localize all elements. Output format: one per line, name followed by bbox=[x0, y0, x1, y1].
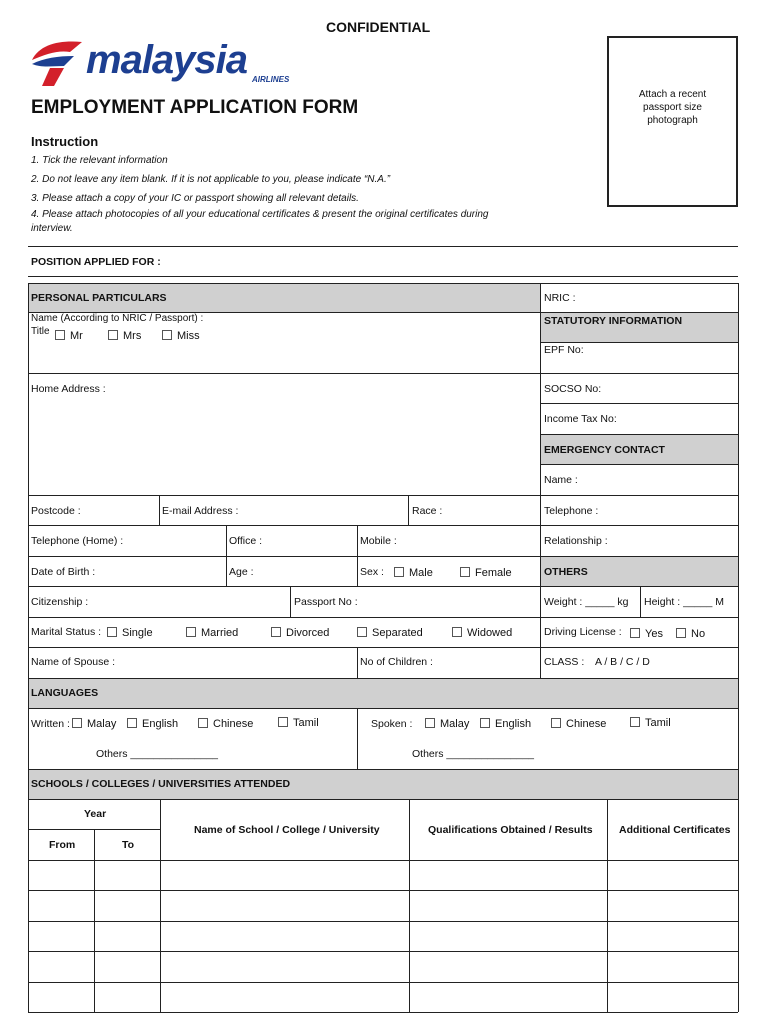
driving-option-no[interactable] bbox=[676, 628, 705, 640]
logo-wordmark: malaysia bbox=[86, 38, 248, 82]
checkbox-married[interactable] bbox=[186, 627, 196, 637]
sex-option-female[interactable] bbox=[460, 567, 512, 579]
title-option-mrs[interactable] bbox=[108, 330, 141, 342]
checkbox-spoken-chinese[interactable] bbox=[551, 718, 561, 728]
instruction-1: 1. Tick the relevant information bbox=[31, 155, 168, 166]
checkbox-miss[interactable] bbox=[162, 330, 172, 340]
postcode-label: Postcode : bbox=[31, 505, 81, 517]
marital-single-label: Single bbox=[122, 627, 153, 639]
marital-married-label: Married bbox=[201, 627, 239, 639]
checkbox-widowed[interactable] bbox=[452, 627, 462, 637]
year-col-header: Year bbox=[84, 808, 107, 820]
driving-option-yes[interactable] bbox=[630, 628, 663, 640]
statutory-info-heading: STATUTORY INFORMATION bbox=[544, 315, 683, 327]
written-option-english[interactable] bbox=[127, 718, 178, 730]
photo-box-label: Attach a recent passport size photograph bbox=[638, 89, 707, 126]
class-values: A / B / C / D bbox=[595, 656, 650, 668]
checkbox-yes[interactable] bbox=[630, 628, 640, 638]
position-applied-label: POSITION APPLIED FOR : bbox=[31, 256, 161, 268]
personal-particulars-heading: PERSONAL PARTICULARS bbox=[31, 292, 167, 304]
class-label: CLASS : bbox=[544, 656, 585, 668]
office-label: Office : bbox=[229, 535, 263, 547]
sex-option-male[interactable] bbox=[394, 567, 433, 579]
checkbox-no[interactable] bbox=[676, 628, 686, 638]
spoken-others[interactable]: Others _______________ bbox=[412, 748, 535, 760]
checkbox-spoken-english[interactable] bbox=[480, 718, 490, 728]
checkbox-spoken-malay[interactable] bbox=[425, 718, 435, 728]
position-applied-field[interactable] bbox=[165, 250, 735, 272]
from-col-header: From bbox=[49, 839, 76, 851]
passport-label: Passport No : bbox=[294, 596, 358, 608]
instruction-4: 4. Please attach photocopies of all your educational certificates & present the original certificates during bbox=[31, 209, 489, 220]
written-option-malay[interactable] bbox=[72, 718, 116, 730]
marital-option-married[interactable] bbox=[186, 627, 238, 639]
schools-table-row[interactable] bbox=[29, 861, 738, 890]
written-option-tamil[interactable] bbox=[278, 717, 319, 729]
email-label: E-mail Address : bbox=[162, 505, 239, 517]
spoken-english-label: English bbox=[495, 718, 532, 730]
driving-yes-label: Yes bbox=[645, 628, 663, 640]
written-tamil-label: Tamil bbox=[293, 717, 319, 729]
sex-label: Sex : bbox=[360, 566, 384, 578]
languages-heading: LANGUAGES bbox=[31, 687, 99, 699]
written-others[interactable]: Others _______________ bbox=[96, 748, 219, 760]
checkbox-separated[interactable] bbox=[357, 627, 367, 637]
confidential-label: CONFIDENTIAL bbox=[326, 19, 431, 35]
others-heading: OTHERS bbox=[544, 566, 588, 578]
checkbox-mrs[interactable] bbox=[108, 330, 118, 340]
emergency-telephone-label: Telephone : bbox=[544, 505, 599, 517]
marital-separated-label: Separated bbox=[372, 627, 423, 639]
wau-logo-icon bbox=[30, 38, 90, 88]
driving-no-label: No bbox=[691, 628, 706, 640]
title-option-mr[interactable] bbox=[55, 330, 83, 342]
checkbox-written-english[interactable] bbox=[127, 718, 137, 728]
emergency-name-label: Name : bbox=[544, 474, 578, 486]
qualifications-col-header: Qualifications Obtained / Results bbox=[428, 824, 593, 836]
driving-license-label: Driving License : bbox=[544, 626, 622, 638]
additional-cert-col-header: Additional Certificates bbox=[619, 824, 731, 836]
spoken-option-english[interactable] bbox=[480, 718, 531, 730]
instruction-heading: Instruction bbox=[31, 134, 99, 149]
weight-label: Weight : _____ kg bbox=[544, 596, 629, 608]
children-label: No of Children : bbox=[360, 656, 433, 668]
checkbox-single[interactable] bbox=[107, 627, 117, 637]
sex-female-label: Female bbox=[475, 567, 512, 579]
tel-home-label: Telephone (Home) : bbox=[31, 535, 124, 547]
height-label: Height : _____ M bbox=[644, 596, 724, 608]
schools-table-row[interactable] bbox=[29, 922, 738, 951]
epf-label: EPF No: bbox=[544, 344, 584, 356]
written-label: Written : bbox=[31, 718, 70, 730]
instruction-4-cont: interview. bbox=[31, 223, 73, 234]
logo-airlines: AIRLINES bbox=[252, 75, 290, 84]
schools-table-row[interactable] bbox=[29, 983, 738, 1012]
schools-heading: SCHOOLS / COLLEGES / UNIVERSITIES ATTENDED bbox=[31, 778, 291, 790]
spoken-tamil-label: Tamil bbox=[645, 717, 671, 729]
checkbox-male[interactable] bbox=[394, 567, 404, 577]
checkbox-written-tamil[interactable] bbox=[278, 717, 288, 727]
sex-male-label: Male bbox=[409, 567, 433, 579]
checkbox-spoken-tamil[interactable] bbox=[630, 717, 640, 727]
relationship-label: Relationship : bbox=[544, 535, 608, 547]
checkbox-divorced[interactable] bbox=[271, 627, 281, 637]
title-mrs-label: Mrs bbox=[123, 330, 142, 342]
title-option-miss[interactable] bbox=[162, 330, 200, 342]
instruction-2: 2. Do not leave any item blank. If it is not applicable to you, please indicate “N.A.” bbox=[31, 174, 391, 185]
form-title: EMPLOYMENT APPLICATION FORM bbox=[31, 97, 359, 118]
spoken-option-chinese[interactable] bbox=[551, 718, 606, 730]
spoken-label: Spoken : bbox=[371, 718, 413, 730]
malaysia-airlines-logo bbox=[30, 38, 305, 90]
written-chinese-label: Chinese bbox=[213, 718, 254, 730]
nric-label: NRIC : bbox=[544, 292, 576, 304]
checkbox-female[interactable] bbox=[460, 567, 470, 577]
spoken-option-malay[interactable] bbox=[425, 718, 469, 730]
title-label: Title bbox=[31, 326, 50, 337]
emergency-contact-heading: EMERGENCY CONTACT bbox=[544, 444, 665, 456]
checkbox-written-malay[interactable] bbox=[72, 718, 82, 728]
instruction-3: 3. Please attach a copy of your IC or passport showing all relevant details. bbox=[31, 193, 359, 204]
age-label: Age : bbox=[229, 566, 254, 578]
checkbox-mr[interactable] bbox=[55, 330, 65, 340]
spoken-chinese-label: Chinese bbox=[566, 718, 607, 730]
race-label: Race : bbox=[412, 505, 443, 517]
schools-table-row[interactable] bbox=[29, 952, 738, 981]
citizenship-label: Citizenship : bbox=[31, 596, 89, 608]
written-option-chinese[interactable] bbox=[198, 718, 253, 730]
title-miss-label: Miss bbox=[177, 330, 200, 342]
marital-status-label: Marital Status : bbox=[31, 626, 102, 638]
mobile-label: Mobile : bbox=[360, 535, 397, 547]
school-name-col-header: Name of School / College / University bbox=[194, 824, 380, 836]
spoken-option-tamil[interactable] bbox=[630, 717, 671, 729]
title-mr-label: Mr bbox=[70, 330, 83, 342]
photo-box[interactable] bbox=[607, 36, 738, 207]
written-english-label: English bbox=[142, 718, 179, 730]
marital-option-widowed[interactable] bbox=[452, 627, 512, 639]
marital-option-divorced[interactable] bbox=[271, 627, 329, 639]
marital-widowed-label: Widowed bbox=[467, 627, 513, 639]
marital-option-separated[interactable] bbox=[357, 627, 423, 639]
dob-label: Date of Birth : bbox=[31, 566, 96, 578]
to-col-header: To bbox=[122, 839, 135, 851]
name-label: Name (According to NRIC / Passport) : bbox=[31, 313, 204, 324]
schools-table-row[interactable] bbox=[29, 891, 738, 920]
spouse-label: Name of Spouse : bbox=[31, 656, 116, 668]
written-malay-label: Malay bbox=[87, 718, 117, 730]
marital-option-single[interactable] bbox=[107, 627, 153, 639]
marital-divorced-label: Divorced bbox=[286, 627, 330, 639]
spoken-malay-label: Malay bbox=[440, 718, 470, 730]
home-address-label: Home Address : bbox=[31, 383, 106, 395]
socso-label: SOCSO No: bbox=[544, 383, 602, 395]
checkbox-written-chinese[interactable] bbox=[198, 718, 208, 728]
income-tax-label: Income Tax No: bbox=[544, 413, 617, 425]
